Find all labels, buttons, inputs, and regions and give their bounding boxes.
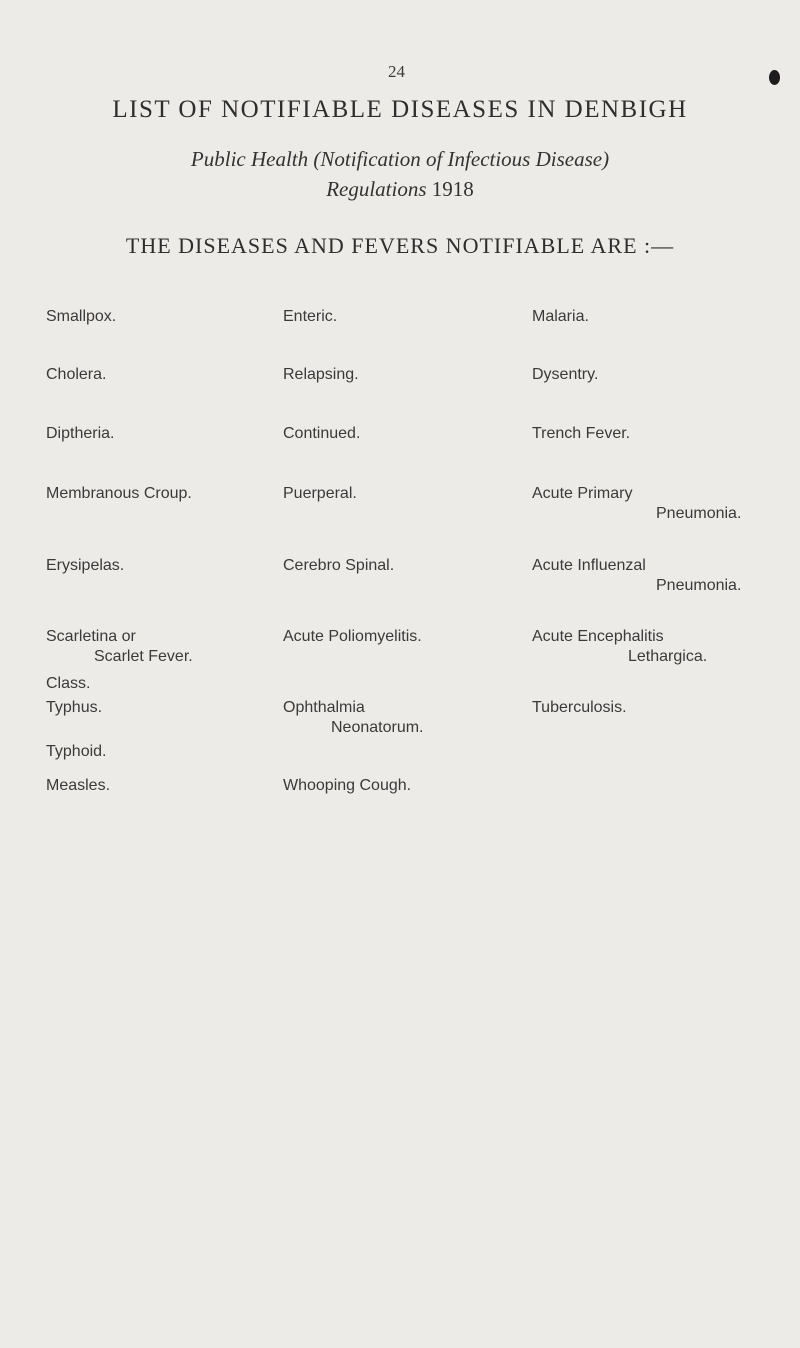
disease-dysentry: Dysentry.: [532, 366, 599, 383]
disease-acute-influenzal-line-2: Pneumonia.: [656, 577, 742, 594]
disease-acute-encephalitis-line-2: Lethargica.: [628, 648, 708, 665]
disease-typhus: Typhus.: [46, 699, 103, 716]
page-number: 24: [388, 62, 405, 81]
disease-scarletina-line-1: Scarletina or: [46, 628, 136, 645]
disease-membranous-croup: Membranous Croup.: [46, 485, 192, 502]
disease-ophthalmia-line-1: Ophthalmia: [283, 699, 365, 716]
disease-scarletina: [46, 628, 193, 666]
ink-blot: [769, 70, 780, 85]
disease-acute-primary-line-2: Pneumonia.: [656, 505, 742, 522]
disease-acute-influenzal-pneumonia: [532, 557, 741, 595]
disease-diptheria: Diptheria.: [46, 425, 115, 442]
disease-cholera: Cholera.: [46, 366, 107, 383]
subtitle-line-2: [0, 174, 800, 204]
disease-ophthalmia-neonatorum: [283, 699, 424, 737]
disease-relapsing: Relapsing.: [283, 366, 359, 383]
disease-acute-primary-pneumonia: [532, 485, 741, 523]
disease-puerperal: Puerperal.: [283, 485, 357, 502]
disease-tuberculosis: Tuberculosis.: [532, 699, 627, 716]
disease-acute-poliomyelitis: Acute Poliomyelitis.: [283, 628, 422, 645]
disease-scarletina-line-2: Scarlet Fever.: [94, 648, 193, 665]
disease-ophthalmia-line-2: Neonatorum.: [331, 719, 424, 736]
disease-measles: Measles.: [46, 777, 111, 794]
disease-smallpox: Smallpox.: [46, 308, 117, 325]
disease-acute-encephalitis-lethargica: [532, 628, 707, 666]
section-heading: THE DISEASES AND FEVERS NOTIFIABLE ARE :—: [125, 233, 675, 258]
disease-acute-primary-line-1: Acute Primary: [532, 485, 633, 502]
subtitle-regulations: Regulations: [326, 177, 427, 201]
disease-acute-encephalitis-line-1: Acute Encephalitis: [532, 628, 664, 645]
subtitle-line-1: Public Health (Notification of Infectious Disease): [190, 147, 610, 171]
disease-continued: Continued.: [283, 425, 361, 442]
disease-malaria: Malaria.: [532, 308, 589, 325]
page-title: LIST OF NOTIFIABLE DISEASES IN DENBIGH: [112, 96, 688, 123]
disease-erysipelas: Erysipelas.: [46, 557, 125, 574]
subtitle: [0, 144, 800, 204]
disease-acute-influenzal-line-1: Acute Influenzal: [532, 557, 646, 574]
disease-trench-fever: Trench Fever.: [532, 425, 631, 442]
disease-cerebro-spinal: Cerebro Spinal.: [283, 557, 395, 574]
disease-whooping-cough: Whooping Cough.: [283, 777, 412, 794]
disease-enteric: Enteric.: [283, 308, 338, 325]
disease-class: Class.: [46, 675, 91, 692]
disease-typhoid: Typhoid.: [46, 743, 107, 760]
subtitle-year: 1918: [431, 177, 474, 201]
